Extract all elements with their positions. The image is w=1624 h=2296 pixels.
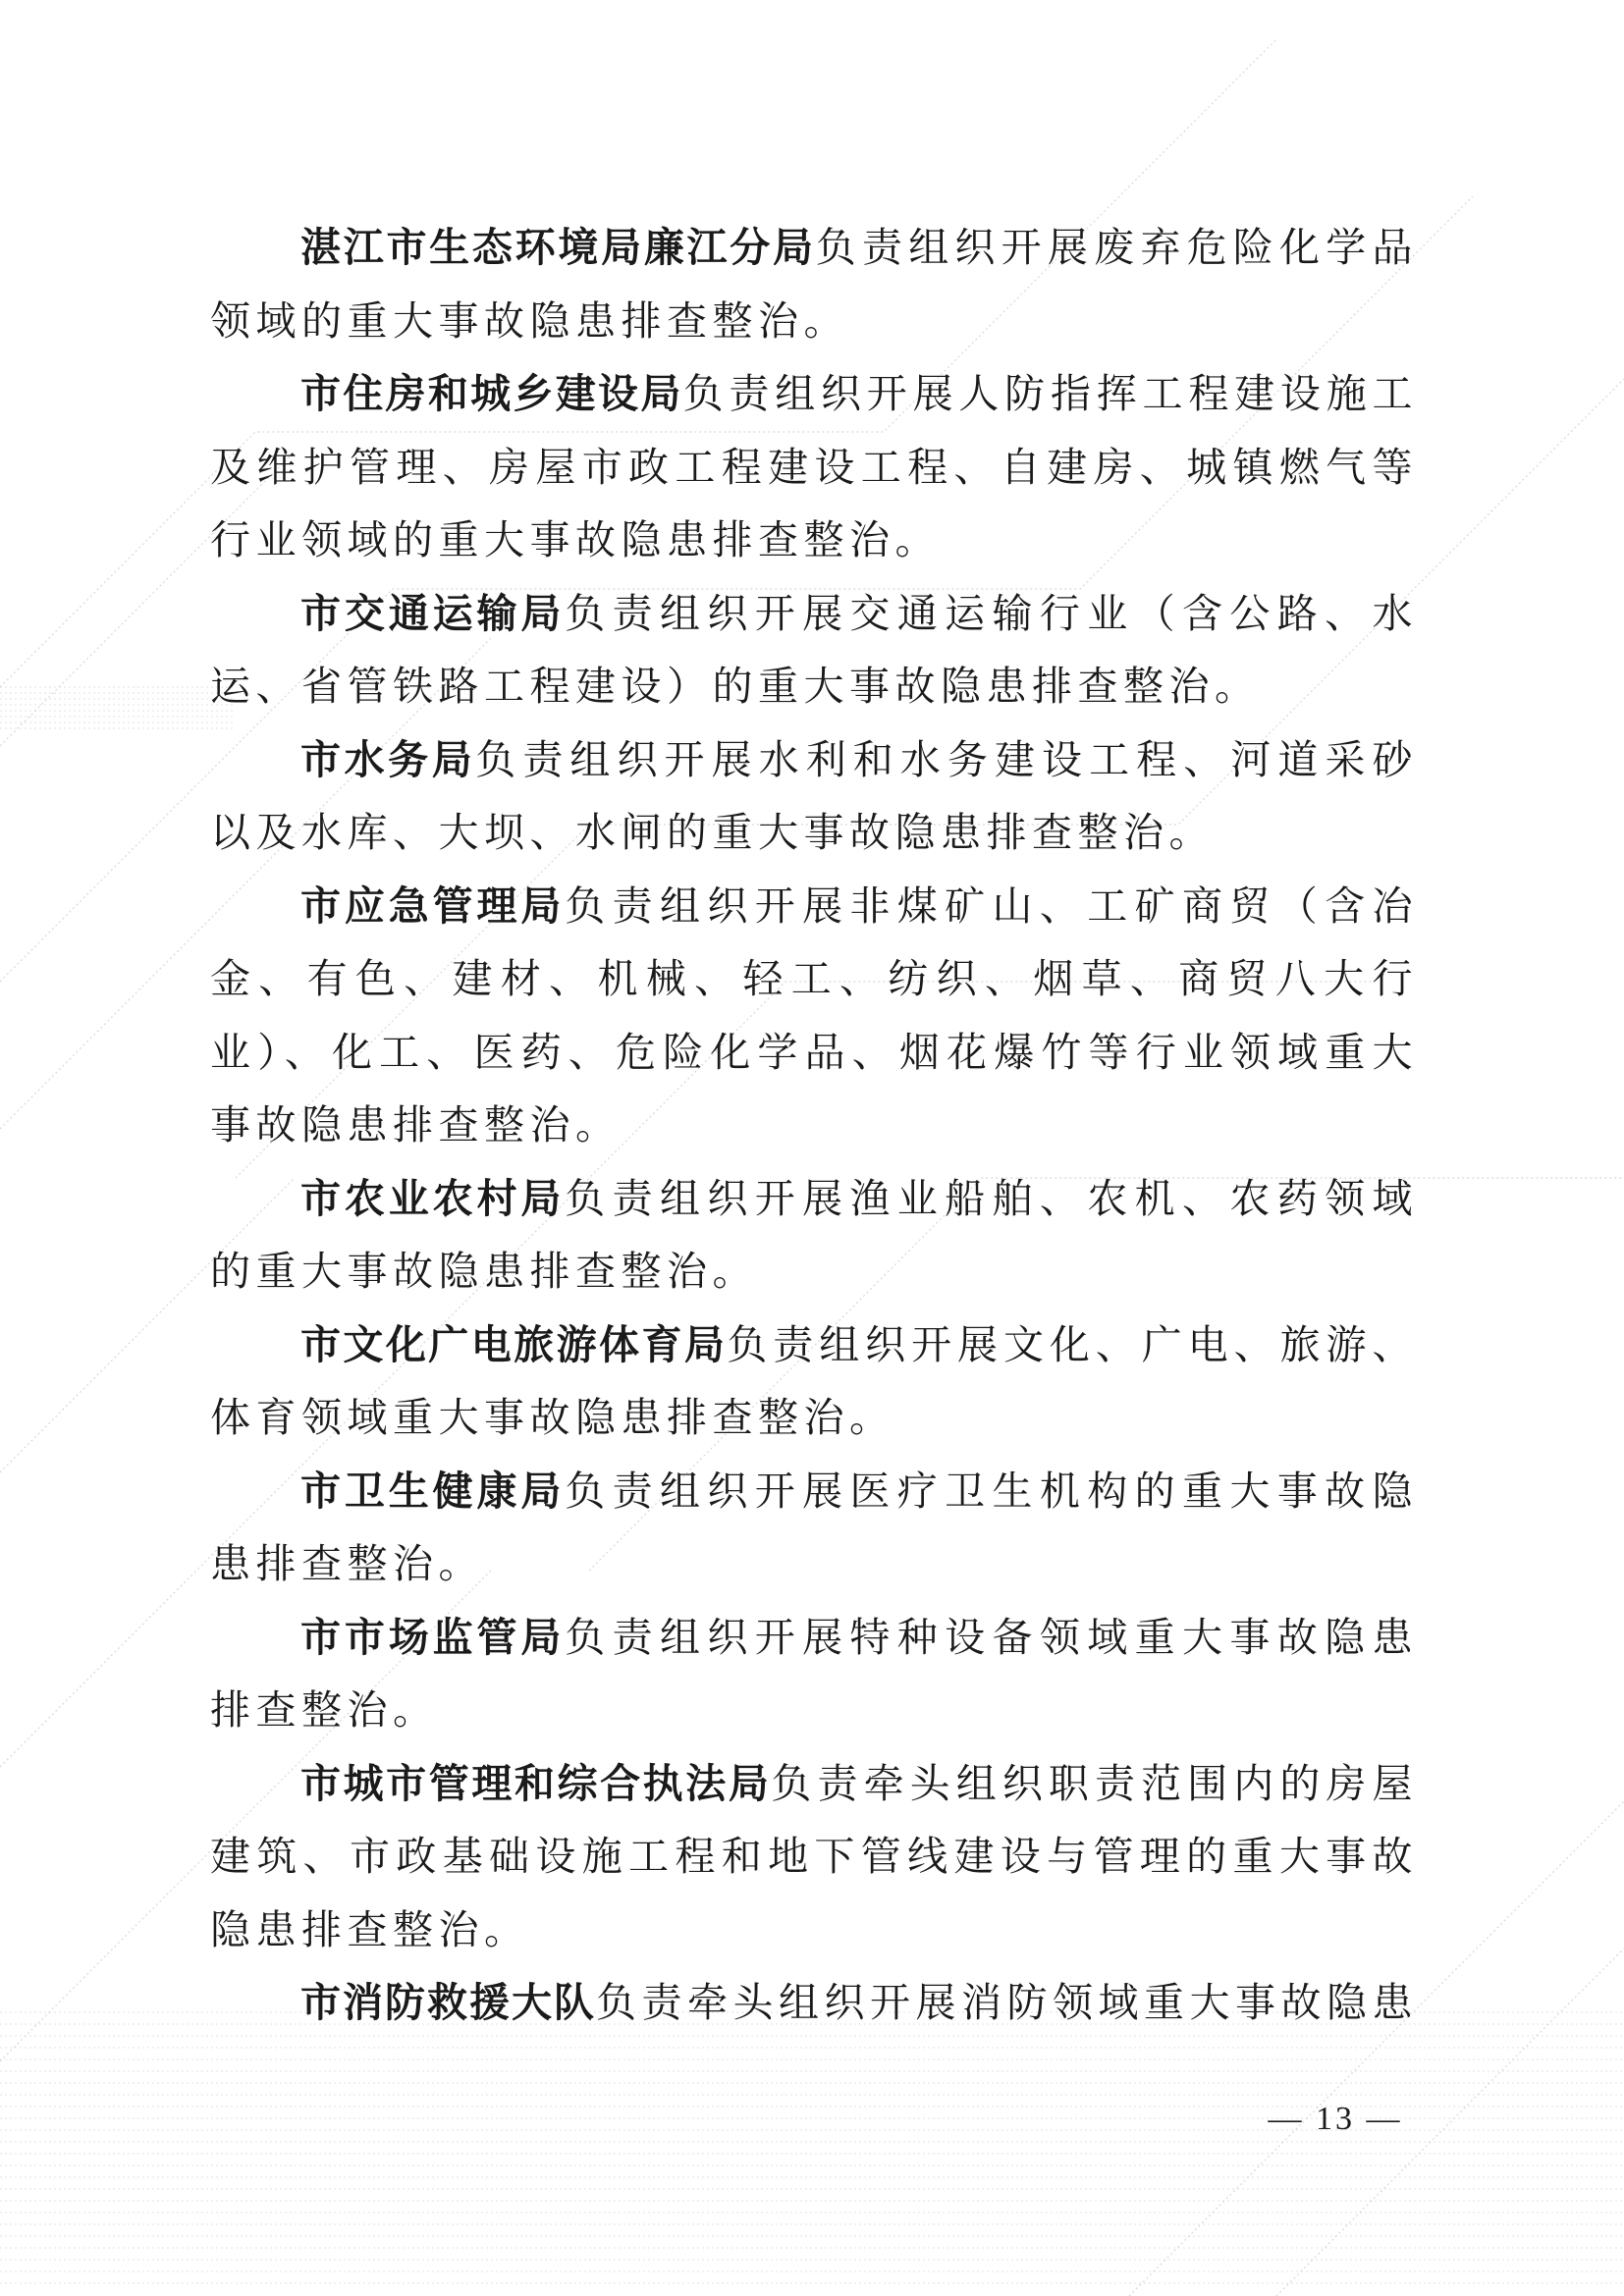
responsibility-text: 负责组织开展水利和水务建设工程、河道采砂以及水库、大坝、水闸的重大事故隐患排查整治。 [210,735,1419,856]
department-name: 市市场监管局 [300,1613,566,1661]
paragraph-ecology-environment [210,211,1418,357]
responsibility-text: 负责组织开展特种设备领域重大事故隐患排查整治。 [210,1613,1418,1734]
responsibility-text: 负责组织开展非煤矿山、工矿商贸（含冶金、有色、建材、机械、轻工、纺织、烟草、商贸八大行业）、化工、医药、危险化学品、烟花爆竹等行业领域重大事故隐患排查整治。 [210,881,1418,1148]
paragraph-emergency-management [210,870,1418,1162]
department-name: 市住房和城乡建设局 [300,370,683,417]
department-name: 市消防救援大队 [300,1979,596,2026]
responsibility-text: 负责牵头组织职责范围内的房屋建筑、市政基础设施工程和地下管线建设与管理的重大事故隐患排查整治。 [210,1759,1419,1953]
page-number: — 13 — [1268,2101,1403,2137]
department-name: 市农业农村局 [300,1174,566,1222]
department-name: 市卫生健康局 [300,1467,566,1515]
department-name: 市文化广电旅游体育局 [300,1320,728,1368]
paragraph-transport [210,577,1418,723]
paragraph-urban-management [210,1747,1418,1967]
responsibility-text: 负责组织开展医疗卫生机构的重大事故隐患排查整治。 [210,1467,1418,1587]
responsibility-text: 负责组织开展人防指挥工程建设施工及维护管理、房屋市政工程建设工程、自建房、城镇燃气等行业领域的重大事故隐患排查整治。 [210,370,1418,563]
paragraph-fire-rescue [210,1966,1418,2040]
responsibility-text: 负责牵头组织开展消防领域重大事故隐患 [596,1979,1418,2026]
paragraph-agriculture [210,1162,1418,1308]
department-name: 市水务局 [300,735,476,783]
department-name: 湛江市生态环境局廉江分局 [300,224,816,271]
department-name: 市应急管理局 [300,881,566,930]
document-body [210,211,1418,2040]
paragraph-health [210,1455,1418,1601]
responsibility-text: 负责组织开展文化、广电、旅游、体育领域重大事故隐患排查整治。 [210,1320,1418,1441]
paragraph-housing-construction [210,357,1418,577]
department-name: 市城市管理和综合执法局 [300,1759,772,1807]
paragraph-culture-tourism [210,1308,1418,1455]
responsibility-text: 负责组织开展交通运输行业（含公路、水运、省管铁路工程建设）的重大事故隐患排查整治。 [210,589,1418,710]
department-name: 市交通运输局 [300,589,566,637]
responsibility-text: 负责组织开展渔业船舶、农机、农药领域的重大事故隐患排查整治。 [210,1174,1418,1295]
responsibility-text: 负责组织开展废弃危险化学品领域的重大事故隐患排查整治。 [210,224,1418,345]
paragraph-market-supervision [210,1601,1418,1747]
paragraph-water-affairs [210,723,1418,870]
